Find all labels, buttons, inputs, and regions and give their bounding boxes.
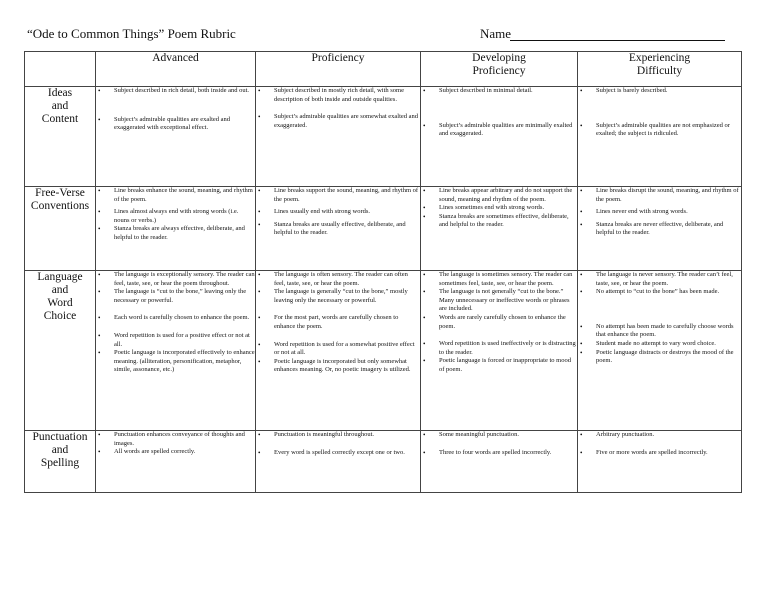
criterion: • Lines usually end with strong words. xyxy=(256,208,420,217)
rubric-row-ideas xyxy=(25,87,742,187)
criterion: • Some meaningful punctuation. xyxy=(421,431,577,440)
criterion: • Word repetition is used for a positive effect or not at all. xyxy=(96,332,255,349)
criterion: • Three to four words are spelled incorrectly. xyxy=(421,449,577,458)
criterion: • Poetic language is incorporated effectively to enhance meaning. (alliteration, personification, metaphor, simile, assonance, etc.) xyxy=(96,349,255,375)
criterion: • Lines almost always end with strong words (i.e. nouns or verbs.) xyxy=(96,208,255,225)
criterion: • Stanza breaks are usually effective, deliberate, and helpful to the reader. xyxy=(256,221,420,238)
criterion: • Line breaks disrupt the sound, meaning, and rhythm of the poem. xyxy=(578,187,741,204)
criterion: • Poetic language is incorporated but only somewhat enhances meaning. Or, no poetic imagery is utilized. xyxy=(256,358,420,375)
rubric-title: “Ode to Common Things” Poem Rubric xyxy=(27,26,236,41)
cell-punctuation-experiencing xyxy=(578,431,742,493)
cell-punctuation-developing xyxy=(421,431,578,493)
cell-punctuation-advanced xyxy=(96,431,256,493)
criterion: • Subject described in minimal detail. xyxy=(421,87,577,96)
criterion: • Subject’s admirable qualities are exalted and exaggerated with exceptional effect. xyxy=(96,116,255,133)
criterion: • The language is never sensory. The reader can’t feel, taste, see, or hear the poem. xyxy=(578,271,741,288)
header-row xyxy=(25,52,742,87)
criterion: • Subject described in mostly rich detail, with some description of both inside and outside qualities. xyxy=(256,87,420,104)
rubric-row-free-verse xyxy=(25,187,742,271)
criterion: • All words are spelled correctly. xyxy=(96,448,255,457)
row-label-ideas-content: Ideas and Content xyxy=(25,87,96,187)
criterion: • Subject’s admirable qualities are minimally exalted and exaggerated. xyxy=(421,122,577,139)
criterion: • Line breaks support the sound, meaning, and rhythm of the poem. xyxy=(256,187,420,204)
criterion: • The language is sometimes sensory. The reader can sometimes feel, taste, see, or hear the poem. xyxy=(421,271,577,288)
cell-ideas-advanced xyxy=(96,87,256,187)
name-blank-line xyxy=(510,40,725,41)
column-header-developing: Developing Proficiency xyxy=(421,52,578,87)
rubric-table xyxy=(24,51,742,493)
criterion: • The language is often sensory. The reader can often feel, taste, see, or hear the poem. xyxy=(256,271,420,288)
criterion: • The language is exceptionally sensory. The reader can feel, taste, see, or hear the poem throughout. xyxy=(96,271,255,288)
criterion: • Lines sometimes end with strong words. xyxy=(421,204,577,213)
criterion: • Every word is spelled correctly except one or two. xyxy=(256,449,420,458)
criterion: • Stanza breaks are never effective, deliberate, and helpful to the reader. xyxy=(578,221,741,238)
criterion: • Subject’s admirable qualities are somewhat exalted and exaggerated. xyxy=(256,113,420,130)
row-label-free-verse: Free-Verse Conventions xyxy=(25,187,96,271)
cell-ideas-proficiency xyxy=(256,87,421,187)
criterion: • Word repetition is used for a somewhat positive effect or not at all. xyxy=(256,341,420,358)
criterion: • Poetic language is forced or inappropriate to mood of poem. xyxy=(421,357,577,374)
cell-freeverse-advanced xyxy=(96,187,256,271)
rubric-row-punctuation xyxy=(25,431,742,493)
criterion: • The language is generally “cut to the bone,” mostly leaving only the necessary or powerful. xyxy=(256,288,420,305)
corner-cell xyxy=(25,52,96,87)
criterion: • For the most part, words are carefully chosen to enhance the poem. xyxy=(256,314,420,331)
criterion: • Subject described in rich detail, both inside and out. xyxy=(96,87,255,96)
criterion: • Lines never end with strong words. xyxy=(578,208,741,217)
cell-language-advanced xyxy=(96,271,256,431)
cell-ideas-developing xyxy=(421,87,578,187)
cell-freeverse-proficiency xyxy=(256,187,421,271)
cell-language-experiencing xyxy=(578,271,742,431)
criterion: • Stanza breaks are always effective, deliberate, and helpful to the reader. xyxy=(96,225,255,242)
criterion: • Punctuation is meaningful throughout. xyxy=(256,431,420,440)
criterion: • No attempt to “cut to the bone” has been made. xyxy=(578,288,741,297)
cell-punctuation-proficiency xyxy=(256,431,421,493)
criterion: • No attempt has been made to carefully choose words that enhance the poem. xyxy=(578,323,741,340)
cell-freeverse-developing xyxy=(421,187,578,271)
criterion: • Poetic language distracts or destroys the mood of the poem. xyxy=(578,349,741,366)
cell-language-developing xyxy=(421,271,578,431)
cell-language-proficiency xyxy=(256,271,421,431)
cell-ideas-experiencing xyxy=(578,87,742,187)
criterion: • Line breaks appear arbitrary and do not support the sound, meaning and rhythm of the poem. xyxy=(421,187,577,204)
cell-freeverse-experiencing xyxy=(578,187,742,271)
name-label: Name xyxy=(480,26,512,41)
column-header-advanced: Advanced xyxy=(96,52,256,87)
criterion: • Five or more words are spelled incorrectly. xyxy=(578,449,741,458)
criterion: • Student made no attempt to vary word choice. xyxy=(578,340,741,349)
row-label-punctuation-spelling: Punctuation and Spelling xyxy=(25,431,96,493)
criterion: • Words are rarely carefully chosen to enhance the poem. xyxy=(421,314,577,331)
column-header-experiencing: Experiencing Difficulty xyxy=(578,52,742,87)
criterion: • Stanza breaks are sometimes effective, deliberate, and helpful to the reader. xyxy=(421,213,577,230)
criterion: • Word repetition is used ineffectively or is distracting to the reader. xyxy=(421,340,577,357)
criterion: • Subject is barely described. xyxy=(578,87,741,96)
rubric-row-language xyxy=(25,271,742,431)
row-label-language-word-choice: Language and Word Choice xyxy=(25,271,96,431)
criterion: • Punctuation enhances conveyance of thoughts and images. xyxy=(96,431,255,448)
criterion: • The language is “cut to the bone,” leaving only the necessary or powerful. xyxy=(96,288,255,305)
criterion: • Subject’s admirable qualities are not emphasized or exalted; the subject is ridiculed. xyxy=(578,122,741,139)
criterion: • Arbitrary punctuation. xyxy=(578,431,741,440)
criterion: • Each word is carefully chosen to enhance the poem. xyxy=(96,314,255,323)
criterion: • The language is not generally “cut to the bone.” Many unnecessary or ineffective words or phrases are included. xyxy=(421,288,577,314)
criterion: • Line breaks enhance the sound, meaning, and rhythm of the poem. xyxy=(96,187,255,204)
column-header-proficiency: Proficiency xyxy=(256,52,421,87)
